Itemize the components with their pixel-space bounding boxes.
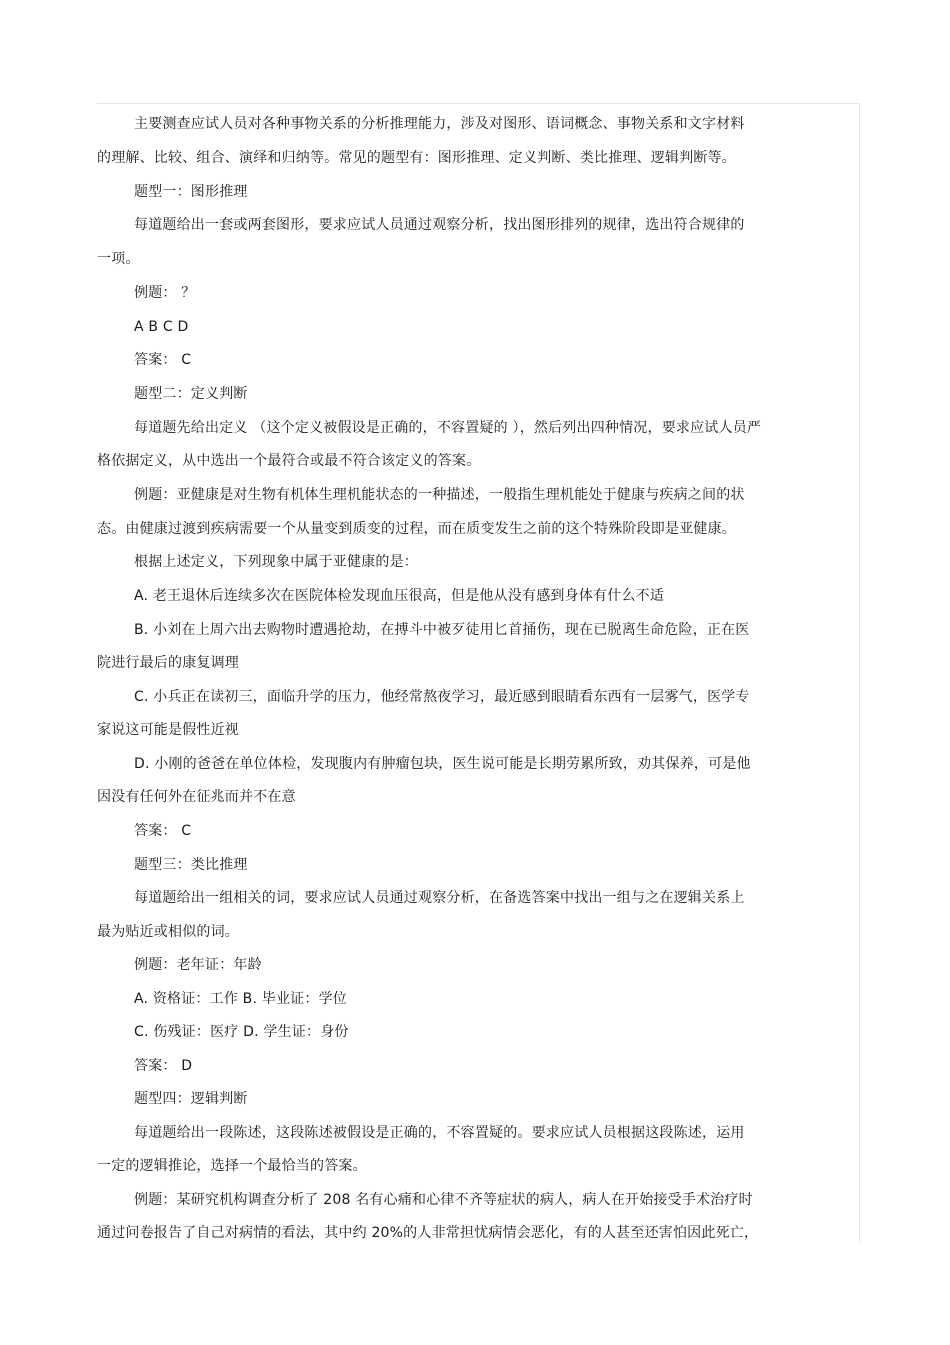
text-line: 态。由健康过渡到疾病需要一个从量变到质变的过程，而在质变发生之前的这个特殊阶段即是亚健康。 xyxy=(97,521,736,537)
example-label: 例题： ？ xyxy=(134,285,196,301)
text-line: 因没有任何外在征兆而并不在意 xyxy=(97,789,296,805)
text-line: 格依据定义，从中选出一个最符合或最不符合该定义的答案。 xyxy=(97,453,481,469)
option-line: B. 小刘在上周六出去购物时遭遇抢劫，在搏斗中被歹徒用匕首捅伤，现在已脱离生命危险，正在医 xyxy=(134,622,750,638)
section-heading: 题型三：类比推理 xyxy=(134,857,248,873)
text-line: 例题：某研究机构调查分析了 208 名有心痛和心律不齐等症状的病人，病人在开始接受手术治疗时 xyxy=(134,1192,753,1208)
option-line: A B C D xyxy=(134,319,189,335)
text-line: 主要测查应试人员对各种事物关系的分析推理能力，涉及对图形、语词概念、事物关系和文字材料 xyxy=(134,116,745,132)
text-line: 一定的逻辑推论，选择一个最恰当的答案。 xyxy=(97,1158,367,1174)
section-heading: 题型二：定义判断 xyxy=(134,386,248,402)
text-line: 例题：亚健康是对生物有机体生理机能状态的一种描述，一般指生理机能处于健康与疾病之间的状 xyxy=(134,487,745,503)
option-line: C. 伤残证：医疗 D. 学生证：身份 xyxy=(134,1024,349,1040)
option-line: A. 资格证：工作 B. 毕业证：学位 xyxy=(134,991,347,1007)
section-heading: 题型四：逻辑判断 xyxy=(134,1091,248,1107)
text-line: 最为贴近或相似的词。 xyxy=(97,924,239,940)
text-line: 每道题给出一组相关的词，要求应试人员通过观察分析，在备选答案中找出一组与之在逻辑关系上 xyxy=(134,890,745,906)
option-line: C. 小兵正在读初三，面临升学的压力，他经常熬夜学习，最近感到眼睛看东西有一层雾气，医学专 xyxy=(134,689,750,705)
answer-line: 答案： C xyxy=(134,823,192,839)
text-line: 院进行最后的康复调理 xyxy=(97,655,239,671)
answer-line: 答案： C xyxy=(134,352,192,368)
text-line: 通过问卷报告了自己对病情的看法，其中约 20%的人非常担忧病情会恶化，有的人甚至还害怕因此死亡， xyxy=(97,1225,759,1241)
text-line: 一项。 xyxy=(97,251,140,267)
section-heading: 题型一：图形推理 xyxy=(134,184,248,200)
text-line: 家说这可能是假性近视 xyxy=(97,722,239,738)
text-line: 每道题给出一段陈述，这段陈述被假设是正确的，不容置疑的。要求应试人员根据这段陈述，运用 xyxy=(134,1125,745,1141)
example-label: 例题：老年证：年龄 xyxy=(134,957,262,973)
text-line: 每道题先给出定义 （这个定义被假设是正确的，不容置疑的 ），然后列出四种情况，要求应试人员严 xyxy=(134,420,762,436)
text-line: 每道题给出一套或两套图形，要求应试人员通过观察分析，找出图形排列的规律，选出符合规律的 xyxy=(134,217,745,233)
text-line: 的理解、比较、组合、演绎和归纳等。常见的题型有：图形推理、定义判断、类比推理、逻辑判断等。 xyxy=(97,150,736,166)
page-frame xyxy=(97,103,860,1242)
option-line: A. 老王退休后连续多次在医院体检发现血压很高，但是他从没有感到身体有什么不适 xyxy=(134,588,665,604)
option-line: D. 小刚的爸爸在单位体检，发现腹内有肿瘤包块，医生说可能是长期劳累所致，劝其保养，可是他 xyxy=(134,756,751,772)
answer-line: 答案： D xyxy=(134,1058,193,1074)
text-line: 根据上述定义，下列现象中属于亚健康的是： xyxy=(134,554,418,570)
